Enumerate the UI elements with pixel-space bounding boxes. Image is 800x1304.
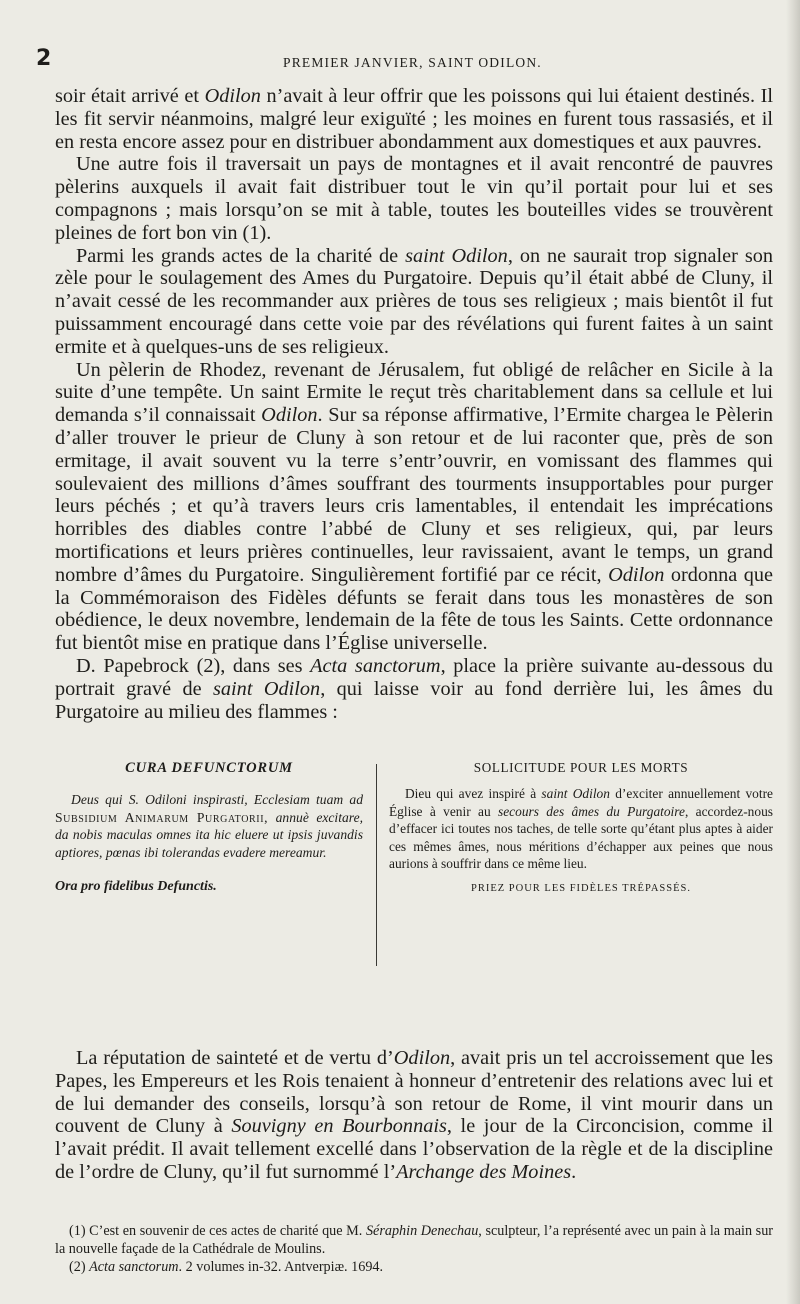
french-prayer [389,760,773,894]
paragraph-5: D. Papebrock (2), dans ses Acta sanctorum, place la prière suivante au-dessous du portrait gravé de saint Odilon, qui laisse voir au fond derrière lui, les âmes du Purgatoire au milieu des flammes : [55,654,773,723]
latin-prayer-text: Deus qui S. Odiloni inspirasti, Ecclesiam tuam ad Subsidium Animarum Purgatorii, annuè excitare, da nobis maculas omnes ita hic eluere ut ipsis juvandis aptiores, pœnas ibi tolerandas evadere mereamur. [55,792,363,860]
footnotes [55,1222,773,1276]
french-prayer-title: SOLLICITUDE POUR LES MORTS [473,760,689,775]
main-text [55,85,773,723]
column-divider [376,764,377,966]
running-head: PREMIER JANVIER, SAINT ODILON. [283,55,542,70]
latin-prayer-title: CURA DEFUNCTORUM [125,760,293,776]
french-prayer-invocation: PRIEZ POUR LES FIDÈLES TRÉPASSÉS. [470,882,691,894]
latin-prayer [55,760,363,895]
paragraph-6: La réputation de sainteté et de vertu d’Odilon, avait pris un tel accroissement que les Papes, les Empereurs et les Rois tenaient à honneur d’entretenir des relations avec lui et de lui demander des conseils, lorsqu’à son retour de Rome, il vint mourir dans un couvent de Cluny à Souvigny en Bourbonnais, le jour de la Circoncision, comme il l’avait prédit. Il avait tellement excellé dans l’observation de la règle et de la discipline de l’ordre de Cluny, qu’il fut surnommé l’Archange des Moines. [55,1047,773,1183]
footnote-1: (1) C’est en souvenir de ces actes de charité que M. Séraphin Denechau, sculpteur, l’a représenté avec un pain à la main sur la nouvelle façade de la Cathédrale de Moulins. [55,1223,774,1257]
paragraph-4: Un pèlerin de Rhodez, revenant de Jérusalem, fut obligé de relâcher en Sicile à la suite d’une tempête. Un saint Ermite le reçut très charitablement dans sa cellule et lui demanda s’il connaissait Odilon. Sur sa réponse affirmative, l’Ermite chargea le Pèlerin d’aller trouver le prieur de Cluny à son retour et de lui raconter que, près de son ermitage, il avait souvent vu la terre s’entr’ouvrir, en vomissant des flammes qui soulevaient des millions d’âmes souffrant des tourments insupportables pour purger leurs péchés ; et qu’à travers leurs cris lamentables, il entendait les imprécations horribles des diables contre l’abbé de Cluny et ses religieux, qui, par leurs mortifications et leurs prières continuelles, leur ravissaient, avant le temps, un grand nombre d’âmes du Purgatoire. Singulièrement fortifié par ce récit, Odilon ordonna que la Commémoraison des Fidèles défunts se ferait dans tous les monastères de son obédience, le deux novembre, lendemain de la fête de tous les Saints. Cette ordonnance fut bientôt mise en pratique dans l’Église universelle. [55,358,774,655]
page-edge [786,0,800,1304]
paragraph-3: Parmi les grands actes de la charité de saint Odilon, on ne saurait trop signaler son zèle pour le soulagement des Ames du Purgatoire. Depuis qu’il était abbé de Cluny, il n’avait cessé de les recommander aux prières de tous ses religieux ; mais bientôt il fut puissamment encouragé dans cette voie par des révélations qui furent faites à un saint ermite et à quelques-uns de ses religieux. [55,244,773,358]
paragraph-2: Une autre fois il traversait un pays de montagnes et il avait rencontré de pauvres pèlerins auxquels il avait fait distribuer tout le vin qu’il portait pour lui et ses compagnons ; mais lorsqu’on se mit à table, toutes les bouteilles vides se trouvèrent pleines de fort bon vin (1). [55,153,773,244]
closing-text [55,1047,773,1184]
paragraph-1: soir était arrivé et Odilon n’avait à leur offrir que les poissons qui lui étaient destinés. Il les fit servir néanmoins, malgré leur exiguïté ; les moines en furent tous rassasiés, et il en resta encore assez pour en distribuer abondamment aux domestiques et aux pauvres. [55,85,773,153]
page-number: 2 [36,46,52,71]
prayer-columns [55,760,773,1000]
footnote-2: (2) Acta sanctorum. 2 volumes in-32. Antverpiæ. 1694. [69,1259,384,1275]
latin-prayer-invocation: Ora pro fidelibus Defunctis. [55,879,217,895]
french-prayer-text: Dieu qui avez inspiré à saint Odilon d’exciter annuellement votre Église à venir au secours des âmes du Purgatoire, accordez-nous d’effacer ici toutes nos taches, de telle sorte qu’étant plus aptes à aider ces mêmes âmes, nous méritions d’échapper aux peines que nous aurions à souffrir dans ce même lieu. [389,786,773,872]
